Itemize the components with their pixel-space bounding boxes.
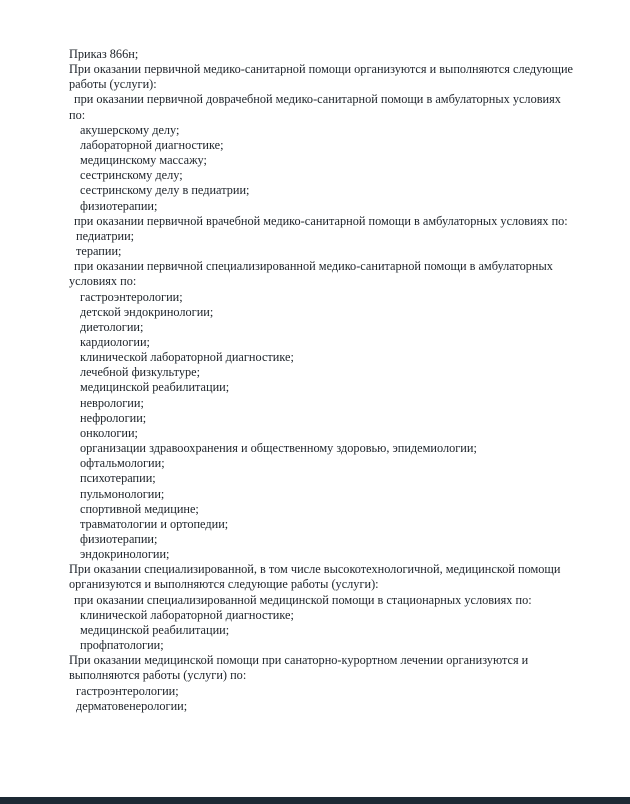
document-line: При оказании медицинской помощи при санаторно-курортном лечении организуются и bbox=[69, 653, 529, 668]
bottom-border-bar bbox=[0, 797, 630, 804]
document-line: терапии; bbox=[76, 244, 122, 259]
document-line: клинической лабораторной диагностике; bbox=[80, 350, 294, 365]
document-line: медицинской реабилитации; bbox=[80, 622, 230, 637]
document-line: лабораторной диагностике; bbox=[80, 137, 224, 152]
document-line: акушерскому делу; bbox=[80, 122, 180, 137]
document-line: детской эндокринологии; bbox=[80, 304, 214, 319]
document-line: профпатологии; bbox=[80, 638, 164, 653]
document-line: выполняются работы (услуги) по: bbox=[69, 668, 247, 683]
document-line: офтальмологии; bbox=[80, 456, 165, 471]
document-line: клинической лабораторной диагностике; bbox=[80, 607, 294, 622]
document-line: организуются и выполняются следующие работы (услуги): bbox=[69, 577, 379, 592]
document-line: при оказании первичной доврачебной медико-санитарной помощи в амбулаторных условиях bbox=[74, 92, 561, 107]
document-line: кардиологии; bbox=[80, 334, 150, 349]
document-line: При оказании первичной медико-санитарной помощи организуются и выполняются следующие bbox=[69, 62, 573, 77]
document-line: сестринскому делу в педиатрии; bbox=[80, 183, 250, 198]
document-line: травматологии и ортопедии; bbox=[80, 516, 229, 531]
document-line: работы (услуги): bbox=[69, 77, 157, 92]
document-line: эндокринологии; bbox=[80, 547, 170, 562]
document-line: сестринскому делу; bbox=[80, 168, 183, 183]
document-text-block bbox=[69, 47, 609, 714]
document-line: При оказании специализированной, в том числе высокотехнологичной, медицинской помощи bbox=[69, 562, 561, 577]
document-line: медицинскому массажу; bbox=[80, 153, 207, 168]
document-line: неврологии; bbox=[80, 395, 144, 410]
document-line: нефрологии; bbox=[80, 410, 147, 425]
document-line: психотерапии; bbox=[80, 471, 156, 486]
document-line: спортивной медицине; bbox=[80, 501, 199, 516]
document-line: лечебной физкультуре; bbox=[80, 365, 201, 380]
document-line: при оказании специализированной медицинской помощи в стационарных условиях по: bbox=[74, 592, 532, 607]
document-line: организации здравоохранения и общественному здоровью, эпидемиологии; bbox=[80, 441, 477, 456]
document-line: педиатрии; bbox=[76, 228, 135, 243]
document-line: диетологии; bbox=[80, 319, 144, 334]
document-line: дерматовенерологии; bbox=[76, 698, 188, 713]
document-line: условиях по: bbox=[69, 274, 137, 289]
document-line: при оказании первичной специализированной медико-санитарной помощи в амбулаторных bbox=[74, 259, 553, 274]
document-line: гастроэнтерологии; bbox=[76, 683, 179, 698]
document-line: гастроэнтерологии; bbox=[80, 289, 183, 304]
document-line: Приказ 866н; bbox=[69, 47, 139, 61]
document-line: при оказании первичной врачебной медико-санитарной помощи в амбулаторных условиях по: bbox=[74, 213, 568, 228]
document-line: физиотерапии; bbox=[80, 532, 158, 546]
document-line: физиотерапии; bbox=[80, 198, 158, 213]
document-line: по: bbox=[69, 107, 86, 122]
document-line: онкологии; bbox=[80, 425, 138, 440]
document-line: медицинской реабилитации; bbox=[80, 380, 230, 395]
document-line: пульмонологии; bbox=[80, 486, 165, 501]
